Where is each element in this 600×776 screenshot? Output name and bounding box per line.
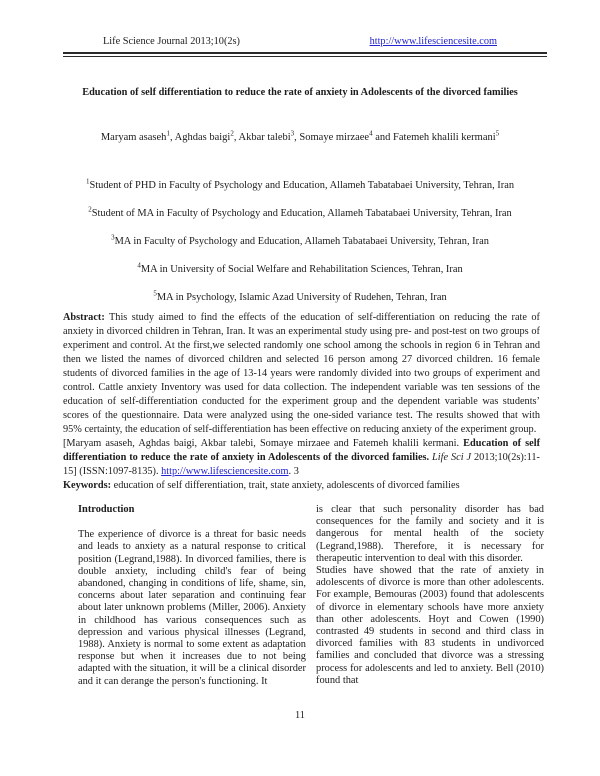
- citation-title: Education of self differentiation to reduce the rate of anxiety in Adolescents of the divorced families.: [63, 438, 540, 463]
- keywords-text: education of self differentiation, trait, state anxiety, adolescents of divorced families: [111, 480, 460, 491]
- abstract-text: This study aimed to find the effects of the education of self-differentiation on reducing the rate of anxiety in divorced children in Tehran, Iran. It was an experimental study using pre- and post-test on two groups of experiment and control. At the first,we selected randomly one school among the schools in region 6 in Tehran and then we listed the names of divorced children and selected 16 person among 27 divorced children. 16 female students of divorced families in the age of 13-14 years were randomly divided into two groups of experiment and control. Cattle anxiety Inventory was used for data collection. The independent variable was ten sessions of the education of self-differentiation conducted for the experiment group and the dependent variable was students’ scores of the questionnaire. Data were analyzed using the one-sided variance test. The results showed that with 95% certainty, the education of self-differentiation has been effective on reducing anxiety of the experiment group.: [63, 312, 540, 435]
- author-name: Somaye mirzaee: [299, 132, 370, 143]
- affiliation-sup: 1: [85, 177, 90, 186]
- abstract-label: Abstract:: [63, 312, 105, 323]
- page-header: [65, 36, 497, 47]
- body-columns: [78, 504, 544, 688]
- affiliation-text: Student of MA in Faculty of Psychology and Education, Allameh Tabatabaei University, Tehran, Iran: [91, 208, 512, 219]
- body-paragraph: The experience of divorce is a threat for basic needs and leads to anxiety as a natural response to critical position (Legrand,1988). In divorced families, there is double anxiety, including child's fear of being abandoned, changing in conditions of life, shame, sin, concerns about later separation and continuing fear about later unknown problems (Miller, 2006). Anxiety in childhood has various consequences such as depression and various physical illnesses (Legrand, 1988). Anxiety is normal to some extent as adaptation response but when it increases due to not being adapted with the situation, it will be a clinical disorder and it can derange the person's functioning. It: [78, 529, 306, 687]
- author-name: Aghdas baigi: [174, 132, 231, 143]
- author-sup: 2: [230, 129, 234, 138]
- journal-url-link[interactable]: http://www.lifesciencesite.com: [369, 36, 497, 47]
- citation-url-link[interactable]: http://www.lifesciencesite.com: [161, 466, 289, 477]
- body-paragraph: Studies have showed that the rate of anxiety in adolescents of divorce is more than other adolescents. For example, Bemouras (2003) found that adolescents of divorce in elementary schools have more anxiety than other adolescents. Hoyt and Cowen (1990) contrasted 49 students in second and third class in divorced families with 83 students in undivorced families and concluded that divorce was a stressing process for adolescents and led to anxiety. Bell (2010) found that: [316, 565, 544, 686]
- affiliation-sup: 2: [88, 205, 92, 214]
- author-name: Maryam asaseh: [100, 132, 167, 143]
- journal-name: Life Science Journal 2013;10(2s): [103, 36, 240, 47]
- citation-paragraph: [63, 437, 540, 479]
- citation-issue: 2013;10(2s):11-15] (ISSN:1097-8135).: [63, 452, 540, 477]
- affiliation-text: MA in University of Social Welfare and Rehabilitation Sciences, Tehran, Iran: [140, 264, 463, 275]
- keywords-line: [63, 479, 540, 493]
- affiliations: [30, 178, 570, 318]
- affiliation-line: [30, 178, 570, 193]
- affiliation-sup: 4: [137, 261, 141, 270]
- affiliation-line: [30, 262, 570, 277]
- affiliation-sup: 5: [153, 289, 157, 298]
- citation-prefix: [Maryam asaseh, Aghdas baigi, Akbar talebi, Somaye mirzaee and Fatemeh khalili kermani.: [63, 438, 464, 449]
- author-separator: ,: [169, 132, 175, 143]
- author-sup: 5: [495, 129, 500, 138]
- author-separator: and: [372, 132, 394, 143]
- author-sup: 1: [166, 129, 170, 138]
- citation-suffix: . 3: [288, 466, 299, 477]
- author-separator: ,: [233, 132, 239, 143]
- affiliation-line: [30, 290, 570, 305]
- authors-line: [30, 129, 570, 143]
- abstract-paragraph: [63, 311, 540, 437]
- affiliation-line: [30, 206, 570, 221]
- affiliation-text: MA in Psychology, Islamic Azad University of Rudehen, Tehran, Iran: [156, 292, 447, 303]
- author-sup: 3: [290, 129, 295, 138]
- section-heading-introduction: Introduction: [78, 504, 135, 515]
- author-name: Fatemeh khalili kermani: [393, 132, 496, 143]
- left-column: [78, 504, 306, 688]
- author-sup: 4: [369, 129, 373, 138]
- keywords-label: Keywords:: [63, 480, 112, 491]
- affiliation-text: MA in Faculty of Psychology and Education, Allameh Tabatabaei University, Tehran, Iran: [114, 236, 489, 247]
- body-paragraph: is clear that such personality disorder has bad consequences for the family and society and it is dangerous for mental health of the society (Legrand,1988). Therefore, it is necessary for therapeutic intervention to deal with this disorder.: [316, 504, 544, 564]
- right-column: [316, 504, 544, 688]
- affiliation-sup: 3: [111, 233, 115, 242]
- article-title: Education of self differentiation to reduce the rate of anxiety in Adolescents of the divorced families: [82, 87, 518, 98]
- header-divider: [63, 52, 547, 57]
- citation-journal: Life Sci J: [432, 452, 475, 463]
- abstract-section: [63, 311, 540, 493]
- affiliation-text: Student of PHD in Faculty of Psychology and Education, Allameh Tabatabaei University, Tehran, Iran: [89, 180, 515, 191]
- page-number: 11: [294, 710, 305, 721]
- affiliation-line: [30, 234, 570, 249]
- author-separator: ,: [294, 132, 300, 143]
- author-name: Akbar talebi: [238, 132, 291, 143]
